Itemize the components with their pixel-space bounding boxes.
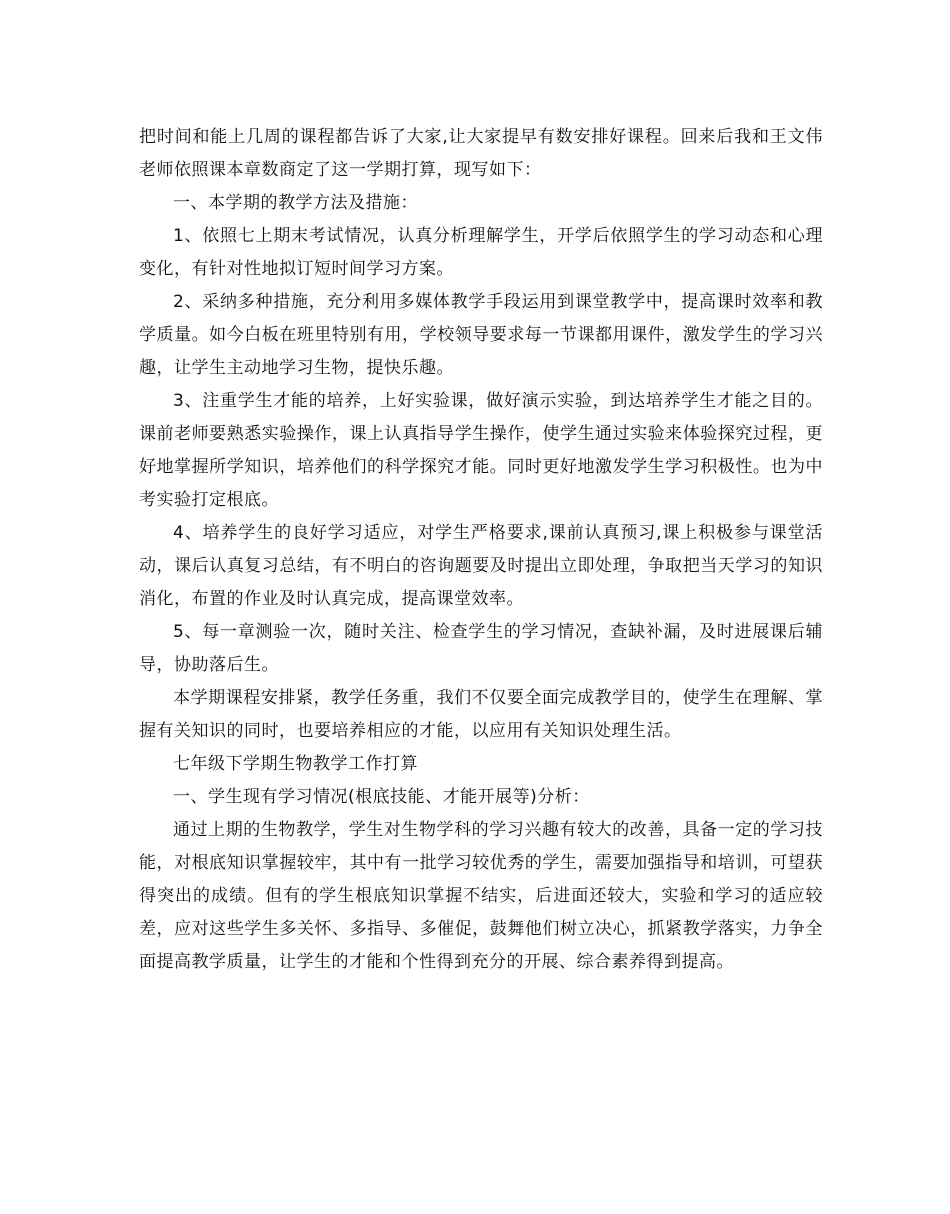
paragraph-item-1: 1、依照七上期末考试情况，认真分析理解学生，开学后依照学生的学习动态和心理变化，有针对性地拟订短时间学习方案。: [139, 226, 823, 279]
document-subtitle: 七年级下学期生物教学工作打算: [173, 754, 418, 774]
section-heading-analysis: 一、学生现有学习情况(根底技能、才能开展等)分析：: [173, 787, 590, 807]
section-heading-methods: 一、本学期的教学方法及措施：: [173, 193, 418, 213]
paragraph-item-4: 4、培养学生的良好学习适应，对学生严格要求,课前认真预习,课上积极参与课堂活动，课后认真复习总结，有不明白的咨询题要及时提出立即处理，争取把当天学习的知识消化，布置的作业及时认真完成，提高课堂效率。: [139, 523, 823, 609]
document-body: [139, 121, 823, 979]
paragraph-summary: 本学期课程安排紧，教学任务重，我们不仅要全面完成教学目的，使学生在理解、掌握有关知识的同时，也要培养相应的才能，以应用有关知识处理生活。: [139, 688, 823, 741]
paragraph-analysis: 通过上期的生物教学，学生对生物学科的学习兴趣有较大的改善，具备一定的学习技能，对根底知识掌握较牢，其中有一批学习较优秀的学生，需要加强指导和培训，可望获得突出的成绩。但有的学生根底知识掌握不结实，后进面还较大，实验和学习的适应较差，应对这些学生多关怀、多指导、多催促，鼓舞他们树立决心，抓紧教学落实，力争全面提高教学质量，让学生的才能和个性得到充分的开展、综合素养得到提高。: [139, 820, 823, 972]
paragraph-item-2: 2、采纳多种措施，充分利用多媒体教学手段运用到课堂教学中，提高课时效率和教学质量。如今白板在班里特别有用，学校领导要求每一节课都用课件，激发学生的学习兴趣，让学生主动地学习生物，提快乐趣。: [139, 292, 823, 378]
paragraph-item-3: 3、注重学生才能的培养，上好实验课，做好演示实验，到达培养学生才能之目的。课前老师要熟悉实验操作，课上认真指导学生操作，使学生通过实验来体验探究过程，更好地掌握所学知识，培养他们的科学探究才能。同时更好地激发学生学习积极性。也为中考实验打定根底。: [139, 391, 823, 510]
paragraph-item-5: 5、每一章测验一次，随时关注、检查学生的学习情况，查缺补漏，及时进展课后辅导，协助落后生。: [139, 622, 823, 675]
paragraph-intro: 把时间和能上几周的课程都告诉了大家,让大家提早有数安排好课程。回来后我和王文伟老师依照课本章数商定了这一学期打算，现写如下：: [139, 127, 823, 180]
